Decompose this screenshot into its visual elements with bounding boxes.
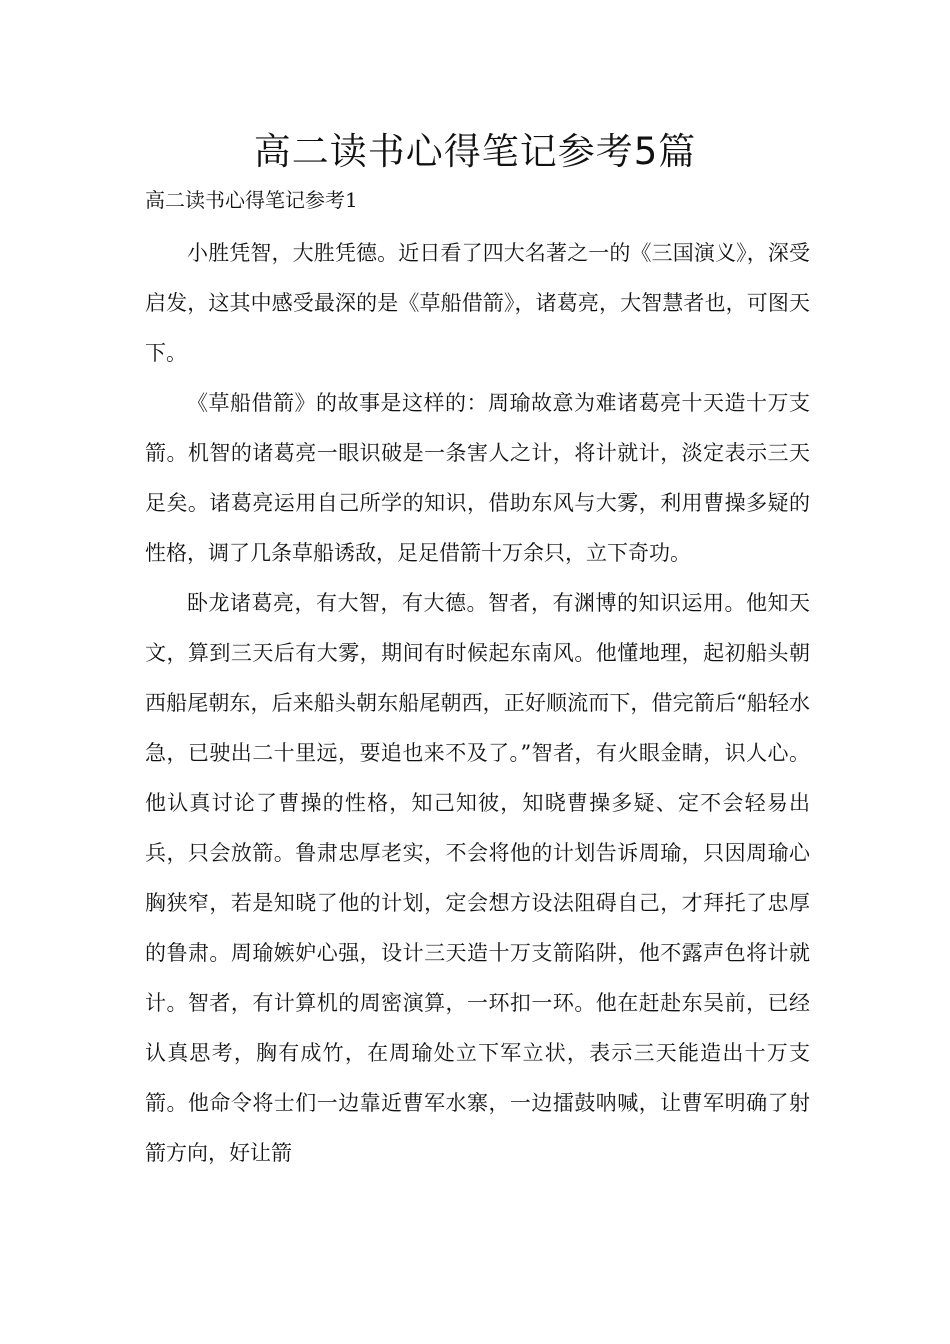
document-body	[145, 228, 810, 1178]
body-paragraph: 卧龙诸葛亮，有大智，有大德。智者，有渊博的知识运用。他知天文，算到三天后有大雾，期间有时候起东南风。他懂地理，起初船头朝西船尾朝东，后来船头朝东船尾朝西，正好顺流而下，借完箭后“船轻水急，已驶出二十里远，要追也来不及了。”智者，有火眼金睛，识人心。他认真讨论了曹操的性格，知己知彼，知晓曹操多疑、定不会轻易出兵，只会放箭。鲁肃忠厚老实，不会将他的计划告诉周瑜，只因周瑜心胸狭窄，若是知晓了他的计划，定会想方设法阻碍自己，才拜托了忠厚的鲁肃。周瑜嫉妒心强，设计三天造十万支箭陷阱，他不露声色将计就计。智者，有计算机的周密演算，一环扣一环。他在赶赴东吴前，已经认真思考，胸有成竹，在周瑜处立下军立状，表示三天能造出十万支箭。他命令将士们一边靠近曹军水寨，一边擂鼓呐喊，让曹军明确了射箭方向，好让箭	[145, 591, 810, 1165]
document-title: 高二读书心得笔记参考5篇	[253, 130, 697, 173]
section-heading: 高二读书心得笔记参考1	[145, 188, 358, 212]
body-paragraph: 《草船借箭》的故事是这样的：周瑜故意为难诸葛亮十天造十万支箭。机智的诸葛亮一眼识破是一条害人之计，将计就计，淡定表示三天足矣。诸葛亮运用自己所学的知识，借助东风与大雾，利用曹操多疑的性格，调了几条草船诱敌，足足借箭十万余只，立下奇功。	[145, 391, 810, 565]
body-paragraph: 小胜凭智，大胜凭德。近日看了四大名著之一的《三国演义》，深受启发，这其中感受最深的是《草船借箭》，诸葛亮，大智慧者也，可图天下。	[145, 241, 810, 365]
